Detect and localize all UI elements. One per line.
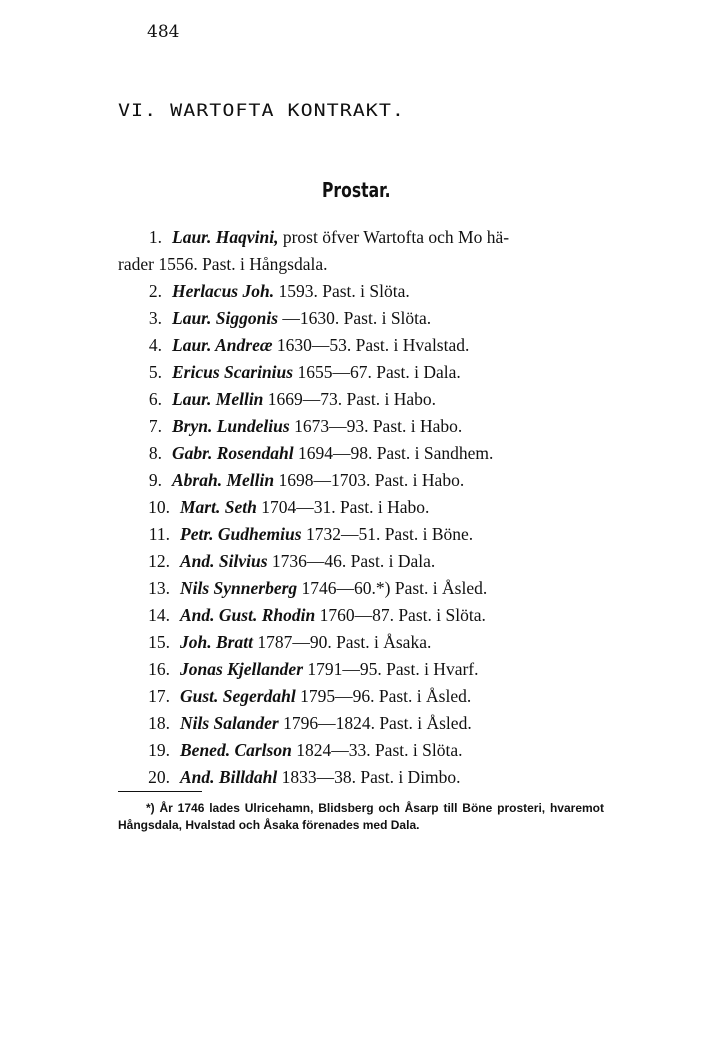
entry-name: Gust. Segerdahl xyxy=(180,686,296,706)
list-item xyxy=(118,602,602,629)
entry-number: 7. xyxy=(148,416,162,436)
entry-details: 1787—90. Past. i Åsaka. xyxy=(252,632,432,652)
entry-name: Laur. Haqvini, xyxy=(172,227,279,247)
footnote-divider xyxy=(118,791,202,792)
entry-name: Mart. Seth xyxy=(180,497,257,517)
entry-number: 11. xyxy=(148,524,170,544)
list-item xyxy=(118,224,602,278)
entry-number: 20. xyxy=(148,767,170,787)
entry-number: 18. xyxy=(148,713,170,733)
entry-details: 1704—31. Past. i Habo. xyxy=(256,497,430,517)
entry-number: 3. xyxy=(148,308,162,328)
entry-number: 17. xyxy=(148,686,170,706)
entry-number: 4. xyxy=(148,335,162,355)
list-item xyxy=(118,467,602,494)
entry-details: —1630. Past. i Slöta. xyxy=(278,308,432,328)
list-item xyxy=(118,359,602,386)
entry-name: Joh. Bratt xyxy=(180,632,253,652)
entry-number: 15. xyxy=(148,632,170,652)
entry-details: prost öfver Wartofta och Mo hä- xyxy=(278,227,510,247)
entry-name: Petr. Gudhemius xyxy=(180,524,302,544)
page-number: 484 xyxy=(147,22,180,42)
list-item xyxy=(118,656,602,683)
entry-name: Bened. Carlson xyxy=(180,740,292,760)
entry-number: 1. xyxy=(148,227,162,247)
entry-details: 1824—33. Past. i Slöta. xyxy=(291,740,463,760)
entry-number: 2. xyxy=(148,281,162,301)
entry-details: 1795—96. Past. i Åsled. xyxy=(295,686,472,706)
entry-number: 8. xyxy=(148,443,162,463)
list-item xyxy=(118,521,602,548)
entry-number: 9. xyxy=(148,470,162,490)
entry-number: 10. xyxy=(148,497,170,517)
entry-details: 1736—46. Past. i Dala. xyxy=(267,551,436,571)
entry-number: 5. xyxy=(148,362,162,382)
list-item xyxy=(118,629,602,656)
list-item xyxy=(118,494,602,521)
list-item xyxy=(118,764,602,791)
list-item xyxy=(118,332,602,359)
entry-details: 1746—60.*) Past. i Åsled. xyxy=(297,578,488,598)
entry-details: 1630—53. Past. i Hvalstad. xyxy=(272,335,470,355)
list-item xyxy=(118,386,602,413)
entry-details: 1760—87. Past. i Slöta. xyxy=(315,605,486,625)
entry-number: 13. xyxy=(148,578,170,598)
entry-number: 19. xyxy=(148,740,170,760)
entry-name: Abrah. Mellin xyxy=(172,470,275,490)
entry-number: 14. xyxy=(148,605,170,625)
list-item xyxy=(118,413,602,440)
entry-details: 1655—67. Past. i Dala. xyxy=(293,362,461,382)
entry-details: 1698—1703. Past. i Habo. xyxy=(274,470,465,490)
entry-name: Laur. Siggonis xyxy=(172,308,279,328)
list-item xyxy=(118,683,602,710)
list-item xyxy=(118,548,602,575)
list-item xyxy=(118,440,602,467)
clergy-list xyxy=(118,224,602,791)
entry-name: Gabr. Rosendahl xyxy=(172,443,294,463)
entry-number: 16. xyxy=(148,659,170,679)
entry-name: Herlacus Joh. xyxy=(172,281,275,301)
list-item xyxy=(118,710,602,737)
entry-details: 1593. Past. i Slöta. xyxy=(274,281,410,301)
chapter-heading: VI. WARTOFTA KONTRAKT. xyxy=(118,100,405,121)
entry-name: Nils Synnerberg xyxy=(180,578,298,598)
entry-continuation: rader 1556. Past. i Hångsdala. xyxy=(118,254,328,274)
entry-name: Laur. Mellin xyxy=(172,389,264,409)
entry-details: 1669—73. Past. i Habo. xyxy=(263,389,436,409)
entry-name: Nils Salander xyxy=(180,713,279,733)
entry-name: And. Billdahl xyxy=(180,767,278,787)
list-item xyxy=(118,278,602,305)
entry-name: Ericus Scarinius xyxy=(172,362,294,382)
entry-number: 12. xyxy=(148,551,170,571)
entry-details: 1673—93. Past. i Habo. xyxy=(289,416,463,436)
entry-details: 1732—51. Past. i Böne. xyxy=(301,524,474,544)
entry-details: 1694—98. Past. i Sandhem. xyxy=(293,443,494,463)
entry-name: And. Silvius xyxy=(180,551,268,571)
entry-name: Bryn. Lundelius xyxy=(172,416,290,436)
entry-name: Laur. Andreæ xyxy=(172,335,273,355)
entry-name: Jonas Kjellander xyxy=(180,659,304,679)
entry-details: 1796—1824. Past. i Åsled. xyxy=(278,713,472,733)
list-item xyxy=(118,575,602,602)
footnote: *) År 1746 lades Ulricehamn, Blidsberg och Åsarp till Böne prosteri, hvaremot Hångsdala, Hvalstad och Åsaka förenades med Dala. xyxy=(118,801,604,832)
entry-name: And. Gust. Rhodin xyxy=(180,605,316,625)
list-item xyxy=(118,737,602,764)
entry-details: 1833—38. Past. i Dimbo. xyxy=(277,767,461,787)
section-title: Prostar. xyxy=(322,178,391,202)
entry-number: 6. xyxy=(148,389,162,409)
list-item xyxy=(118,305,602,332)
entry-details: 1791—95. Past. i Hvarf. xyxy=(303,659,479,679)
